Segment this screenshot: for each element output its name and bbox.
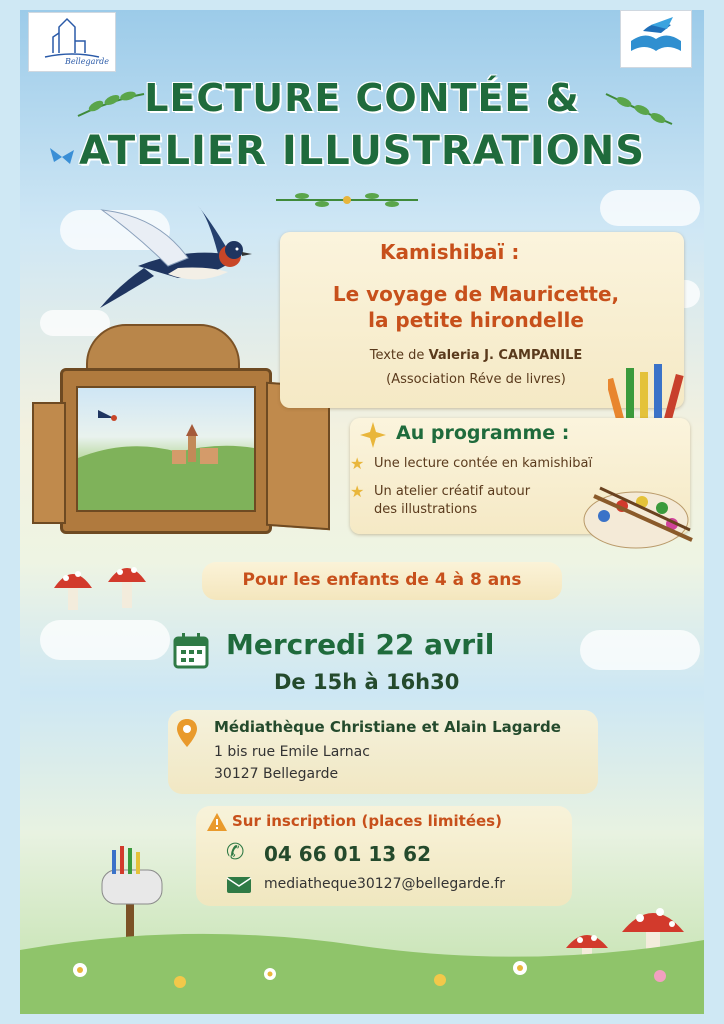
venue-street: 1 bis rue Emile Larnac bbox=[214, 744, 370, 760]
town-logo-text: Bellegarde bbox=[65, 57, 110, 66]
town-logo bbox=[28, 12, 116, 72]
paint-palette-icon bbox=[580, 480, 700, 552]
book-bird-icon bbox=[621, 11, 691, 67]
story-title-line1: Le voyage de Mauricette, bbox=[332, 282, 620, 306]
leaf-sprig-icon bbox=[76, 90, 146, 120]
sparkle-icon bbox=[356, 420, 390, 450]
leaf-sprig-icon bbox=[604, 90, 674, 130]
story-title-line2: la petite hirondelle bbox=[368, 308, 584, 332]
cloud-decoration bbox=[580, 630, 700, 670]
swallow-bird-illustration bbox=[98, 206, 258, 316]
library-logo bbox=[620, 10, 692, 68]
flower-meadow-decoration bbox=[20, 910, 704, 1014]
venue-city: 30127 Bellegarde bbox=[214, 766, 339, 782]
story-association: (Association Réve de livres) bbox=[386, 372, 566, 387]
mushroom-icon bbox=[48, 550, 168, 620]
location-pin-icon bbox=[176, 718, 198, 748]
venue-name: Médiathèque Christiane et Alain Lagarde bbox=[214, 718, 561, 736]
email-icon bbox=[226, 876, 252, 894]
leaf-divider-icon bbox=[272, 188, 422, 212]
story-author-name: Valeria J. CAMPANILE bbox=[428, 348, 583, 363]
calendar-icon bbox=[172, 632, 210, 670]
event-date: Mercredi 22 avril bbox=[226, 628, 495, 661]
poster-title-line1: LECTURE CONTÉE & bbox=[144, 76, 580, 120]
story-author bbox=[316, 348, 636, 363]
event-time: De 15h à 16h30 bbox=[274, 670, 460, 694]
audience-text: Pour les enfants de 4 à 8 ans bbox=[242, 570, 522, 590]
star-icon: ★ bbox=[350, 482, 365, 501]
story-author-prefix: Texte de bbox=[369, 348, 425, 363]
story-heading: Kamishibaï : bbox=[380, 240, 520, 264]
program-item-3: des illustrations bbox=[374, 502, 478, 517]
cloud-decoration bbox=[40, 620, 170, 660]
program-item-2: Un atelier créatif autour bbox=[374, 484, 531, 499]
phone-number[interactable]: 04 66 01 13 62 bbox=[264, 842, 432, 866]
email-address[interactable]: mediatheque30127@bellegarde.fr bbox=[264, 876, 505, 892]
butterfly-icon bbox=[48, 146, 76, 168]
theatre-left-door bbox=[32, 402, 66, 524]
program-heading: Au programme : bbox=[396, 422, 570, 444]
star-icon: ★ bbox=[350, 454, 365, 473]
cloud-decoration bbox=[600, 190, 700, 226]
village-scene-icon bbox=[78, 388, 254, 510]
poster-title-line2: ATELIER ILLUSTRATIONS bbox=[79, 128, 645, 174]
program-item-1: Une lecture contée en kamishibaï bbox=[374, 456, 593, 471]
warning-icon bbox=[206, 812, 228, 832]
registration-notice: Sur inscription (places limitées) bbox=[232, 812, 502, 830]
poster bbox=[20, 10, 704, 1014]
theatre-scene bbox=[76, 386, 256, 512]
phone-icon: ✆ bbox=[226, 840, 245, 865]
